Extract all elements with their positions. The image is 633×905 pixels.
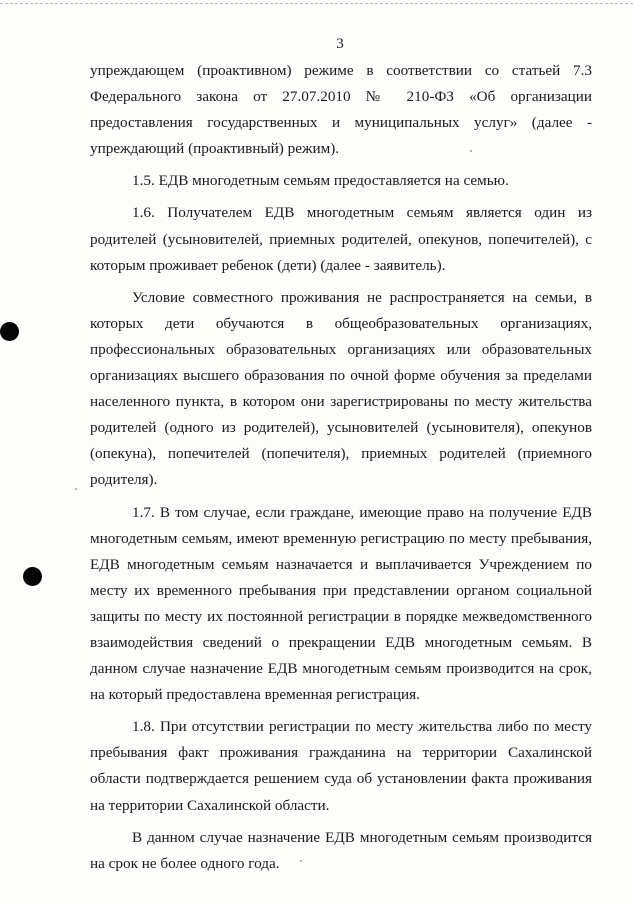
paragraph-1-8: 1.8. При отсутствии регистрации по месту жительства либо по месту пребывания факт проживания гражданина на территории Сахалинской области подтверждается решением суда об установлении факта проживания на территории Сахалинской области. xyxy=(90,718,592,814)
punch-hole xyxy=(0,322,19,341)
paragraph-continuation: упреждающем (проактивном) режиме в соответствии со статьей 7.3 Федерального закона от 27.07.2010 № 210-ФЗ «Об организации предоставления государственных и муниципальных услуг» (далее - упреждающий (проактивный) режим). xyxy=(90,62,592,158)
page-number: 3 xyxy=(336,36,344,52)
scan-speck xyxy=(470,150,472,152)
document-body xyxy=(90,58,592,877)
punch-hole xyxy=(23,567,42,586)
paragraph-residence-condition: Условие совместного проживания не распространяется на семьи, в которых дети обучаются в общеобразовательных организациях, профессиональных образовательных организациях или образовательных организациях высшего образования по очной форме обучения за пределами населенного пункта, в котором они зарегистрированы по месту жительства родителей (одного из родителей), усыновителей (усыновителя), опекунов (опекуна), попечителей (попечителя), приемных родителей (приемного родителя). xyxy=(90,288,592,489)
paragraph-1-5: 1.5. ЕДВ многодетным семьям предоставляется на семью. xyxy=(132,172,509,190)
scan-speck xyxy=(75,488,77,490)
scan-speck xyxy=(300,860,302,862)
paragraph-term-limit: В данном случае назначение ЕДВ многодетным семьям производится на срок не более одного года. xyxy=(90,828,592,872)
paragraph-1-6: 1.6. Получателем ЕДВ многодетным семьям является один из родителей (усыновителей, приемных родителей, опекунов, попечителей), с которым проживает ребенок (дети) (далее - заявитель). xyxy=(90,204,592,274)
scan-edge-line xyxy=(0,3,633,4)
paragraph-1-7: 1.7. В том случае, если граждане, имеющие право на получение ЕДВ многодетным семьям, имеют временную регистрацию по месту пребывания, ЕДВ многодетным семьям назначается и выплачивается Учреждением по месту их временного пребывания при представлении органом социальной защиты по месту их постоянной регистрации в порядке межведомственного взаимодействия сведений о прекращении ЕДВ многодетным семьям. В данном случае назначение ЕДВ многодетным семьям производится на срок, на который предоставлена временная регистрация. xyxy=(90,503,592,704)
